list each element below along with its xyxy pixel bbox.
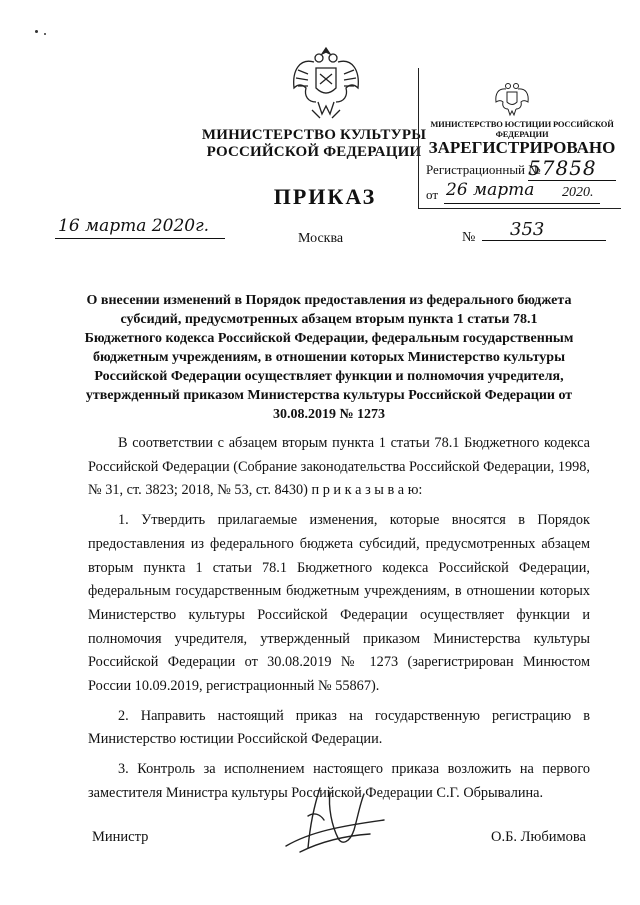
date-underline [55,238,225,239]
ministry-line-2: РОССИЙСКОЙ ФЕДЕРАЦИИ [206,144,422,160]
scan-speck [35,30,38,33]
body-intro: В соответствии с абзацем вторым пункта 1 статьи 78.1 Бюджетного кодекса Российской Федерации (Собрание законодательства Российской Федерации, 1998, № 31, ст. 3823; 2018, № 53, ст. 8430) п р и к а з ы в а ю: [88,435,590,499]
scan-speck [44,33,46,35]
number-label: № [462,230,476,245]
signer-title: Министр [92,829,149,845]
stamp-regnum-label: Регистрационный № [426,162,541,177]
handwritten-signature [280,786,390,856]
body-paragraph-1: 1. Утвердить прилагаемые изменения, которые вносятся в Порядок предоставления из федерального бюджета субсидий, предусмотренных абзацем вторым пункта 1 статьи 78.1 Бюджетного кодекса Российской Федерации, федеральным государственным бюджетным учреждениям, в отношении которых Министерство культуры Российской Федерации осуществляет функции и полномочия учредителя, утвержденный приказом Министерства культуры Российской Федерации от 30.08.2019 № 1273 (зарегистрирован Минюстом России 10.09.2019, регистрационный № 55867). [88,512,590,695]
stamp-date-underline [444,203,600,204]
ministry-name [196,127,432,161]
signer-name: О.Б. Любимова [491,829,586,845]
handwritten-date: 16 марта 2020г. [58,216,210,236]
body-paragraph-2: 2. Направить настоящий приказ на государственную регистрацию в Министерство юстиции Российской Федерации. [88,707,590,748]
stamp-year: 2020. [562,185,594,200]
stamp-date: 26 марта [446,180,535,200]
stamp-regnum: 57858 [528,156,597,180]
body-paragraph-3: 3. Контроль за исполнением настоящего приказа возложить на первого заместителя Министра культуры Российской Федерации С.Г. Обрывалина. [88,761,590,801]
order-body [88,432,590,812]
stamp-registered: ЗАРЕГИСТРИРОВАНО [428,138,616,157]
city: Москва [298,231,344,246]
coat-of-arms-emblem [286,40,366,125]
order-number: 353 [510,219,545,240]
stamp-ministry: МИНИСТЕРСТВО ЮСТИЦИИ РОССИЙСКОЙ ФЕДЕРАЦИИ [430,119,614,139]
order-subject: О внесении изменений в Порядок предоставления из федерального бюджета субсидий, предусмотренных абзацем вторым пункта 1 статьи 78.1 Бюджетного кодекса Российской Федерации, федеральным государственным бюджетным учреждениям, в отношении которых Министерство культуры Российской Федерации осуществляет функции и полномочия учредителя, утвержденный приказом Министерства культуры Российской Федерации от 30.08.2019 № 1273 [84,293,574,422]
stamp-date-prefix: от [426,187,439,202]
order-title: ПРИКАЗ [273,184,377,209]
stamp-regnum-underline [528,180,616,181]
stamp-emblem [492,78,532,120]
ministry-line-1: МИНИСТЕРСТВО КУЛЬТУРЫ [201,127,427,143]
number-underline [482,240,606,241]
